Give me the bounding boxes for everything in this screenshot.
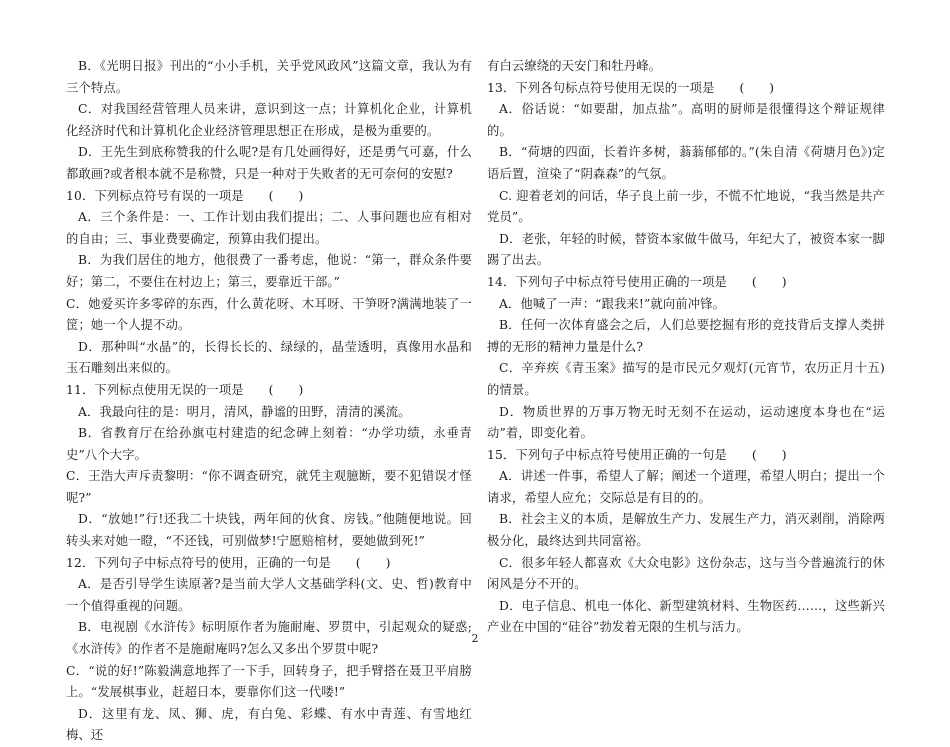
page-number: 2 [471,632,479,645]
question-paragraph: D．老张，年轻的时候，替资本家做牛做马，年纪大了，被资本家一脚踢了出去。 [487,231,885,268]
question-paragraph: D．王先生到底称赞我的什么呢?是有几处画得好，还是勇气可嘉，什么都敢画?或者根本就不是称赞，只是一种对于失败者的无可奈何的安慰? [66,145,472,181]
question-paragraph: D．电子信息、机电一体化、新型建筑材料、生物医药……，这些新兴产业在中国的“硅谷”勃发着无限的生机与活力。 [487,598,885,635]
question-paragraph: B．省教育厅在给孙旗屯村建造的纪念碑上刻着：“办学功绩，永垂青史”八个大字。 [66,426,472,462]
question-paragraph: C．对我国经营管理人员来讲，意识到这一点；计算机化企业，计算机化经济时代和计算机化企业经济管理思想正在形成，是极为重要的。 [66,102,472,138]
question-paragraph: B．为我们居住的地方，他很费了一番考虑，他说：“第一，群众条件要好；第二，不要住在村边上；第三，要靠近干部。” [66,253,472,289]
question-paragraph: C．很多年轻人都喜欢《大众电影》这份杂志，这与当今普遍流行的休闲风是分不开的。 [487,555,885,592]
question-paragraph: C．她爱买许多零碎的东西，什么黄花呀、木耳呀、干笋呀?满满地装了一筐；她一个人提不动。 [66,296,472,333]
question-paragraph: D．这里有龙、凤、狮、虎，有白兔、彩蝶、有水中青莲、有雪地红梅、还 [66,706,472,743]
question-paragraph: C．“说的好!”陈毅满意地挥了一下手，回转身子，把手臂搭在聂卫平肩膀上。“发展棋事业，赶超日本，要靠你们这一代喽!” [66,663,472,700]
question-paragraph: B．任何一次体育盛会之后，人们总要挖掘有形的竞技背后支撑人类拼搏的无形的精神力量是什么? [487,318,885,354]
question-paragraph: B．“荷塘的四面，长着许多树，蓊蓊郁郁的。”(朱自清《荷塘月色》)定语后置，渲染了“阴森森”的气氛。 [487,145,885,181]
question-paragraph: 11．下列标点使用无误的一项是 ( ) [66,382,304,397]
question-paragraph: C．辛弃疾《青玉案》描写的是市民元夕观灯(元宵节，农历正月十五)的情景。 [487,361,885,397]
question-paragraph: 10．下列标点符号有误的一项是 ( ) [66,188,304,203]
question-paragraph: B．《光明日报》刊出的“小小手机，关乎党风政风”这篇文章，我认为有三个特点。 [66,59,472,95]
question-paragraph: D．那种叫“水晶”的，长得长长的、绿绿的，晶莹透明，真像用水晶和玉石雕刻出来似的。 [66,339,472,376]
question-paragraph: 12．下列句子中标点符号的使用，正确的一句是 ( ) [66,555,391,570]
question-paragraph: A．我最向往的是：明月，清风，静谧的田野，清清的溪流。 [78,404,411,419]
question-paragraph: D．“放她!”行!还我二十块钱，两年间的伙食、房钱。”他随便地说。回转头来对她一瞪，“不还钱，可别做梦!宁愿赔棺材，要她做到死!” [66,512,472,549]
right-column [487,56,885,639]
question-paragraph: A．是否引导学生读原著?是当前大学人文基础学科(文、史、哲)教育中一个值得重视的问题。 [66,577,472,613]
question-paragraph: 有白云缭绕的天安门和牡丹峰。 [487,59,662,73]
question-paragraph: A．讲述一件事，希望人了解；阐述一个道理，希望人明白；提出一个请求，希望人应允；交际总是有目的的。 [487,469,885,505]
question-paragraph: B．社会主义的本质，是解放生产力、发展生产力，消灭剥削，消除两极分化，最终达到共同富裕。 [487,512,885,549]
question-paragraph: 13．下列各句标点符号使用无误的一项是 ( ) [487,80,775,95]
question-paragraph: B．电视剧《水浒传》标明原作者为施耐庵、罗贯中，引起观众的疑惑;《水浒传》的作者不是施耐庵吗?怎么又多出个罗贯中呢? [66,620,472,657]
question-paragraph: C. 迎着老刘的问话，华子良上前一步，不慌不忙地说，“我当然是共产党员”。 [487,188,885,225]
question-paragraph: C．王浩大声斥责黎明：“你不调查研究，就凭主观臆断，要不犯错误才怪呢?” [66,469,472,505]
question-paragraph: A．俗话说：“如要甜，加点盐”。高明的厨师是很懂得这个辩证规律的。 [487,102,885,138]
question-paragraph: A．他喊了一声：“跟我来!”就向前冲锋。 [499,296,726,311]
question-paragraph: 14．下列句子中标点符号使用正确的一项是 ( ) [487,274,787,289]
question-paragraph: 15．下列句子中标点符号使用正确的一句是 ( ) [487,447,787,462]
question-paragraph: A．三个条件是：一、工作计划由我们提出；二、人事问题也应有相对的自由；三、事业费要确定，预算由我们提出。 [66,210,472,246]
question-paragraph: D．物质世界的万事万物无时无刻不在运动，运动速度本身也在“运动”着，即变化着。 [487,404,885,441]
